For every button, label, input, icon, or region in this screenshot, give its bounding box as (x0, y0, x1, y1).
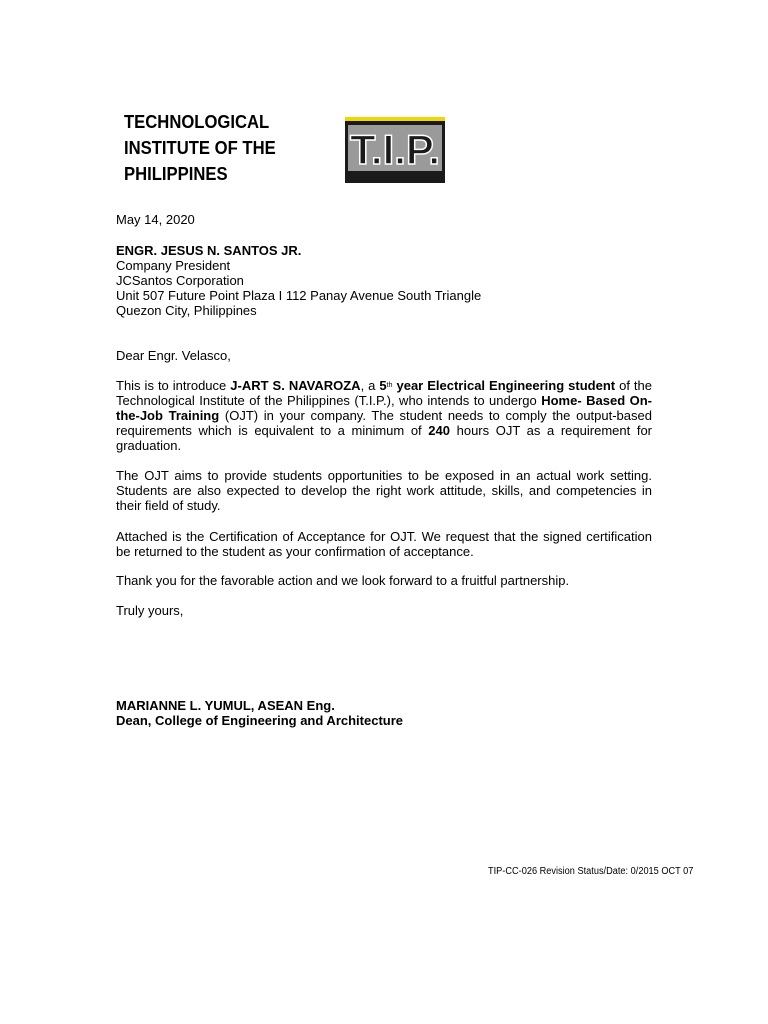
year-superscript: th (386, 382, 393, 389)
signatory-title: Dean, College of Engineering and Architecture (116, 713, 404, 728)
paragraph-introduction: This is to introduce J-ART S. NAVAROZA, a 5th year Electrical Engineering student of the Technological Institute of the Philippines (T.I.P.), who intends to undergo Home- Based On-the-Job Training (OJT) in your company. The student needs to comply the output-based requirements which is equivalent to a minimum of 240 hours OJT as a requirement for graduation. (116, 378, 652, 453)
letter-date: May 14, 2020 (116, 212, 195, 227)
required-hours: 240 (428, 423, 450, 438)
institution-name (124, 109, 276, 187)
recipient-address-1: Unit 507 Future Point Plaza I 112 Panay Avenue South Triangle (116, 288, 482, 303)
program-name: year Electrical Engineering student (392, 378, 616, 393)
student-name: J-ART S. NAVAROZA (230, 378, 361, 393)
paragraph-thanks: Thank you for the favorable action and we look forward to a fruitful partnership. (116, 573, 570, 588)
recipient-title: Company President (116, 258, 231, 273)
recipient-address-2: Quezon City, Philippines (116, 303, 257, 318)
closing: Truly yours, (116, 603, 184, 618)
tip-logo (345, 117, 445, 183)
recipient-name: ENGR. JESUS N. SANTOS JR. (116, 243, 302, 258)
year-number: 5 (379, 378, 387, 393)
institution-name-line: INSTITUTE OF THE (124, 137, 276, 158)
recipient-block (116, 243, 652, 318)
signatory-name: MARIANNE L. YUMUL, ASEAN Eng. (116, 698, 335, 713)
paragraph-attachment: Attached is the Certification of Acceptance for OJT. We request that the signed certification be returned to the student as your confirmation of acceptance. (116, 529, 652, 559)
signatory-block (116, 698, 652, 728)
training-type: Home- Based On-the-Job Training (116, 393, 652, 423)
logo-text: T.I.P. (350, 126, 440, 173)
salutation: Dear Engr. Velasco, (116, 348, 231, 363)
document-code: TIP-CC-026 Revision Status/Date: 0/2015 OCT 07 (488, 866, 694, 877)
recipient-company: JCSantos Corporation (116, 273, 244, 288)
institution-name-line: TECHNOLOGICAL (124, 111, 270, 132)
institution-name-line: PHILIPPINES (124, 163, 228, 184)
paragraph-ojt-aims: The OJT aims to provide students opportunities to be exposed in an actual work setting. Students are also expected to develop the right work attitude, skills, and competencies in their field of study. (116, 468, 652, 513)
